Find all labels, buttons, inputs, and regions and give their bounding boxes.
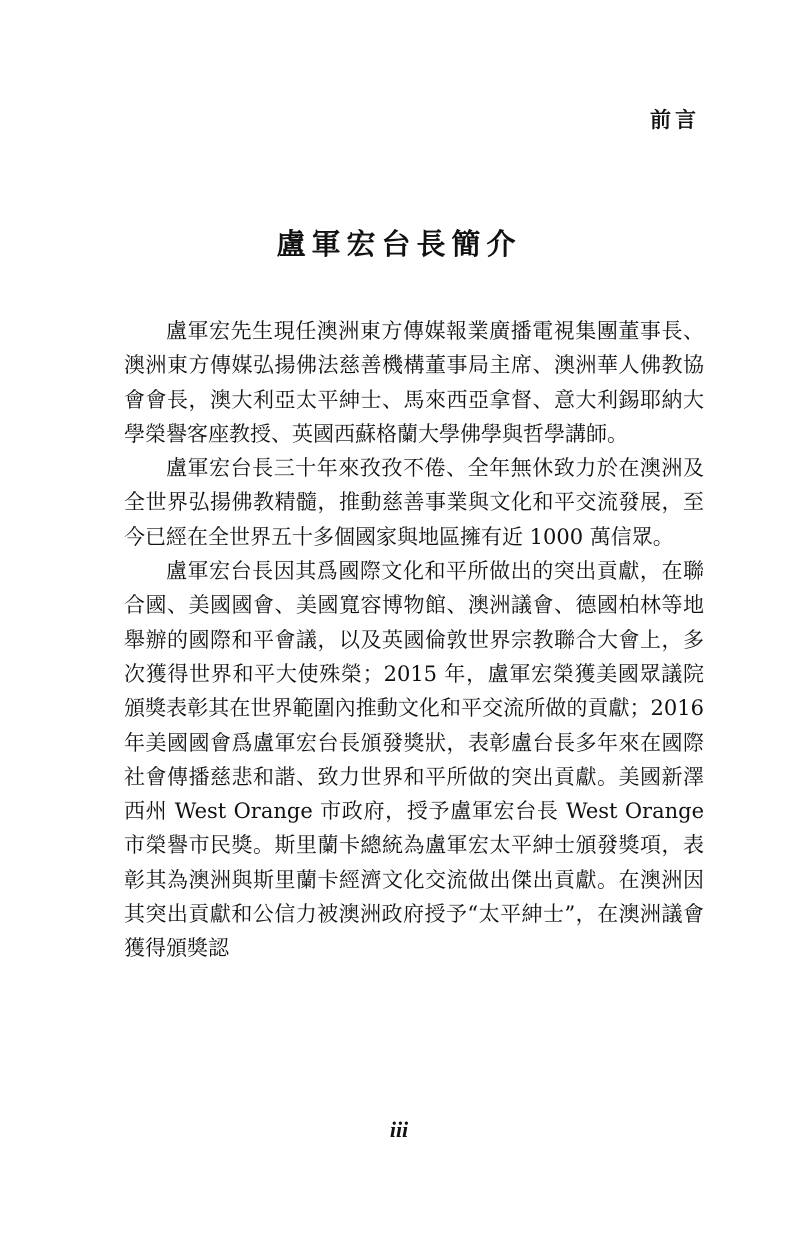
paragraph-3: 盧軍宏台長因其爲國際文化和平所做出的突出貢獻，在聯合國、美國國會、美國寬容博物館、澳洲議會、德國柏林等地舉辦的國際和平會議，以及英國倫敦世界宗教聯合大會上，多次獲得世界和平大使殊榮；2015 年，盧軍宏榮獲美國眾議院頒獎表彰其在世界範圍內推動文化和平交流所做的貢獻；2016 年美國國會爲盧軍宏台長頒發獎狀，表彰盧台長多年來在國際社會傳播慈悲和諧、致力世界和平所做的突出貢獻。美國新澤西州 West Orange 市政府，授予盧軍宏台長 West Orange 市榮譽市民獎。斯里蘭卡總統為盧軍宏太平紳士頒發獎項，表彰其為澳洲與斯里蘭卡經濟文化交流做出傑出貢獻。在澳洲因其突出貢獻和公信力被澳洲政府授予“太平紳士”，在澳洲議會獲得頒獎認 xyxy=(124,559,704,961)
running-head: 前言 xyxy=(650,107,700,132)
page-title: 盧軍宏台長簡介 xyxy=(276,227,522,261)
page-number: iii xyxy=(389,1117,409,1142)
body-text xyxy=(124,314,704,966)
paragraph-1: 盧軍宏先生現任澳洲東方傳媒報業廣播電視集團董事長、澳洲東方傳媒弘揚佛法慈善機構董事局主席、澳洲華人佛教協會會長，澳大利亞太平紳士、馬來西亞拿督、意大利錫耶納大學榮譽客座教授、英國西蘇格蘭大學佛學與哲學講師。 xyxy=(124,319,704,446)
paragraph-2: 盧軍宏台長三十年來孜孜不倦、全年無休致力於在澳洲及全世界弘揚佛教精髓，推動慈善事業與文化和平交流發展，至今已經在全世界五十多個國家與地區擁有近 1000 萬信眾。 xyxy=(124,456,704,549)
